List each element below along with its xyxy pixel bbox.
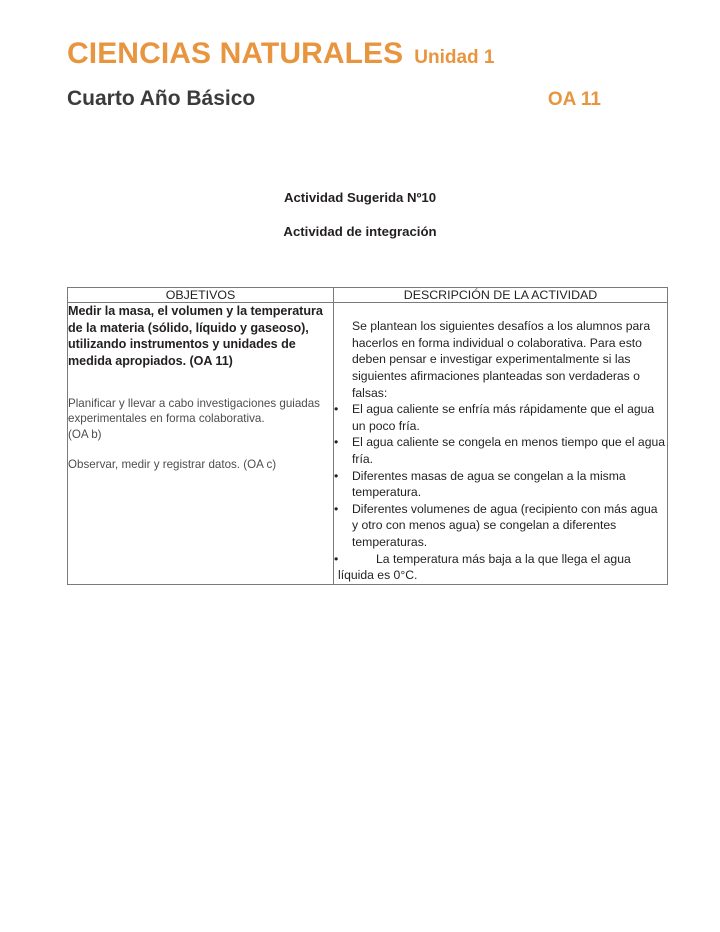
grade-label: Cuarto Año Básico	[67, 86, 256, 110]
cell-descripcion	[334, 303, 668, 585]
bullet-icon: •	[334, 501, 339, 516]
column-header-objetivos: OBJETIVOS	[68, 288, 334, 303]
table-row	[68, 303, 668, 585]
list-item-text: El agua caliente se enfría más rápidamente que el agua un poco fría.	[352, 402, 655, 433]
activity-headings	[0, 190, 720, 240]
bullet-icon: •	[334, 551, 339, 566]
objectives-activity-table	[67, 287, 668, 585]
objectives-table-wrapper	[67, 287, 667, 585]
list-item	[334, 501, 667, 551]
bullet-icon: •	[334, 402, 339, 417]
list-item	[334, 401, 667, 434]
list-item-text: El agua caliente se congela en menos tiempo que el agua fría.	[352, 435, 666, 467]
list-item-text: La temperatura más baja a la que llega el agua líquida es 0°C.	[338, 551, 631, 583]
oa-code-label: OA 11	[547, 88, 601, 110]
spacer	[68, 370, 333, 396]
description-intro-text: Se plantean los siguientes desafíos a los alumnos para hacerlos en forma individual o colaborativa. Para esto deben pensar e investigar experimentalmente si las siguientes afirmaciones planteadas son verdaderas o falsas:	[352, 319, 651, 400]
description-bullet-list	[334, 401, 667, 584]
objective-primary-text: Medir la masa, el volumen y la temperatura de la materia (sólido, líquido y gaseoso), utilizando instrumentos y unidades de medida apropiados. (OA 11)	[68, 304, 323, 369]
spacer	[68, 442, 333, 457]
cell-objetivos	[68, 303, 334, 585]
grade-line	[67, 87, 601, 111]
table-header-row	[68, 288, 668, 303]
bullet-icon: •	[334, 468, 339, 483]
list-item-text: Diferentes volumenes de agua (recipiento con más agua y otro con menos agua) se congelan a diferentes temperaturas.	[352, 501, 658, 549]
objective-secondary-text: Planificar y llevar a cabo investigaciones guiadas experimentales en forma colaborativa.	[68, 396, 320, 426]
list-item	[334, 434, 667, 467]
list-item-text: Diferentes masas de agua se congelan a la misma temperatura.	[352, 468, 626, 500]
bullet-icon: •	[334, 435, 339, 450]
objective-tertiary-text: Observar, medir y registrar datos. (OA c)	[68, 457, 277, 471]
subject-title: CIENCIAS NATURALES	[67, 37, 404, 70]
activity-number-heading: Actividad Sugerida Nº10	[283, 190, 437, 205]
list-item	[334, 551, 667, 584]
objective-secondary-code: (OA b)	[68, 427, 102, 441]
activity-type-heading: Actividad de integración	[283, 223, 437, 239]
document-header	[67, 38, 653, 110]
title-line	[67, 38, 653, 70]
column-header-descripcion: DESCRIPCIÓN DE LA ACTIVIDAD	[334, 288, 668, 303]
list-item	[334, 468, 667, 501]
unit-label: Unidad 1	[414, 47, 495, 68]
